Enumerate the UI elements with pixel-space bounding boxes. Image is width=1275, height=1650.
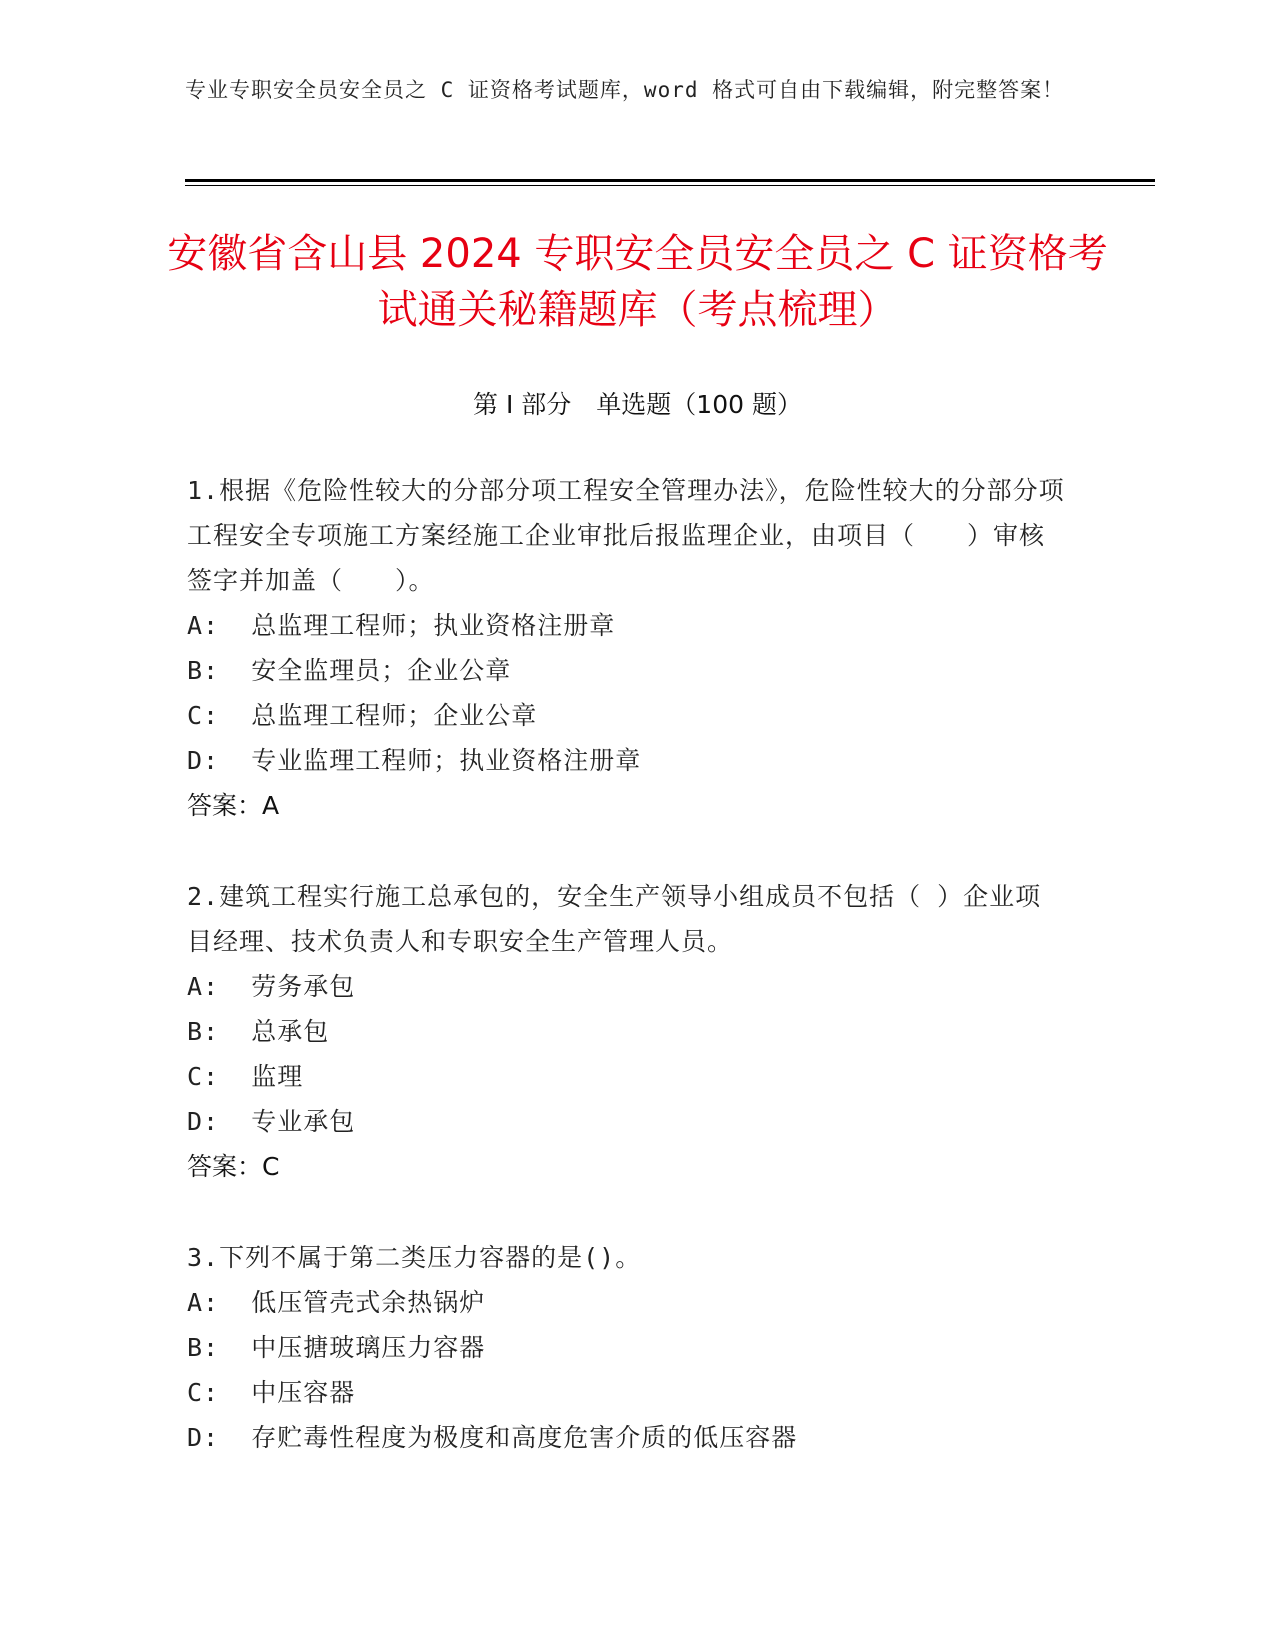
section-heading: 第 I 部分 单选题（100 题） xyxy=(473,390,802,419)
question-spacer xyxy=(187,828,1067,874)
document-title: 安徽省含山县 2024 专职安全员安全员之 C 证资格考试通关秘籍题库（考点梳理） xyxy=(167,231,1108,333)
option-a: A: 低压管壳式余热锅炉 xyxy=(187,1288,486,1317)
question-stem: 1.根据《危险性较大的分部分项工程安全管理办法》，危险性较大的分部分项工程安全专项施工方案经施工企业审批后报监理企业，由项目（ ）审核签字并加盖（ ）。 xyxy=(187,476,1065,595)
header-note: 专业专职安全员安全员之 C 证资格考试题库，word 格式可自由下载编辑，附完整答案！ xyxy=(185,78,1065,102)
option-c: C: 中压容器 xyxy=(187,1378,356,1407)
option-d: D: 专业承包 xyxy=(187,1107,356,1136)
question-3 xyxy=(187,1235,1067,1460)
option-a: A: 劳务承包 xyxy=(187,972,356,1001)
header-divider-thin xyxy=(185,185,1155,186)
question-stem: 3.下列不属于第二类压力容器的是()。 xyxy=(187,1243,642,1272)
question-stem: 2.建筑工程实行施工总承包的，安全生产领导小组成员不包括（ ）企业项目经理、技术负责人和专职安全生产管理人员。 xyxy=(187,882,1042,956)
option-c: C: 监理 xyxy=(187,1062,304,1091)
question-list xyxy=(187,468,1067,1460)
question-spacer xyxy=(187,1189,1067,1235)
answer-line: 答案：A xyxy=(187,791,280,820)
question-2 xyxy=(187,874,1067,1189)
option-a: A: 总监理工程师；执业资格注册章 xyxy=(187,611,616,640)
option-b: B: 安全监理员；企业公章 xyxy=(187,656,512,685)
option-b: B: 总承包 xyxy=(187,1017,330,1046)
answer-line: 答案：C xyxy=(187,1152,280,1181)
option-b: B: 中压搪玻璃压力容器 xyxy=(187,1333,486,1362)
question-1 xyxy=(187,468,1067,828)
option-d: D: 专业监理工程师；执业资格注册章 xyxy=(187,746,642,775)
header-divider-thick xyxy=(185,179,1155,182)
option-d: D: 存贮毒性程度为极度和高度危害介质的低压容器 xyxy=(187,1423,798,1452)
option-c: C: 总监理工程师；企业公章 xyxy=(187,701,538,730)
